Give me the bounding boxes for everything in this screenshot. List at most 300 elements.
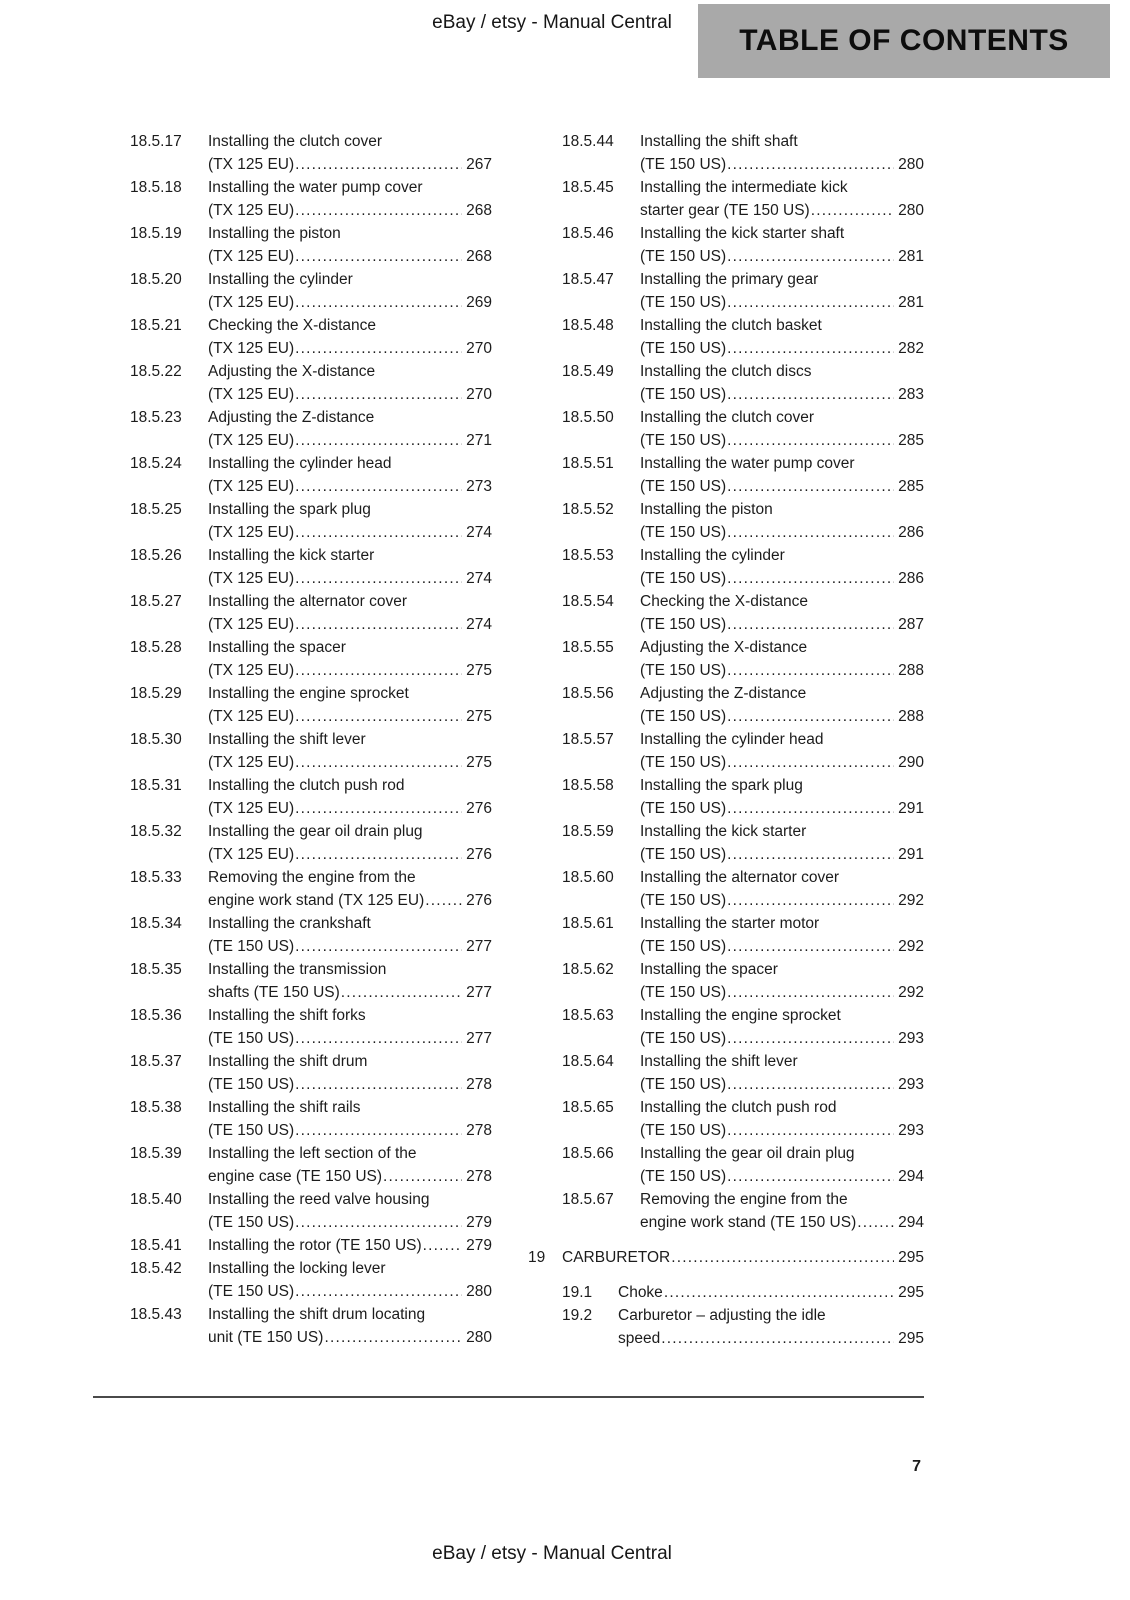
toc-entry [130, 1004, 492, 1050]
toc-entry-line [562, 498, 924, 521]
toc-entry-line [130, 406, 492, 429]
toc-entry [562, 176, 924, 222]
toc-entry-title-cont: (TX 125 EU) [208, 156, 295, 173]
toc-entry-title: Installing the alternator cover [208, 593, 408, 610]
toc-entry-continuation [130, 981, 492, 1004]
toc-entry-number: 19.2 [562, 1307, 593, 1324]
toc-entry [130, 1257, 492, 1303]
toc-entry [562, 1281, 924, 1304]
toc-entry-page: 270 [466, 340, 492, 357]
toc-entry-continuation [562, 889, 924, 912]
toc-entry [528, 1246, 924, 1269]
dot-leader [671, 1246, 894, 1269]
toc-entry [562, 498, 924, 544]
toc-entry-page: 291 [898, 846, 924, 863]
toc-entry-continuation [130, 383, 492, 406]
toc-entry-title-cont: (TE 150 US) [640, 1076, 727, 1093]
toc-entry-page: 279 [466, 1237, 492, 1254]
toc-columns [96, 130, 924, 1350]
toc-entry-title-cont: (TE 150 US) [640, 984, 727, 1001]
toc-entry-number: 18.5.62 [562, 961, 614, 978]
toc-entry-number: 18.5.25 [130, 501, 182, 518]
toc-entry-title-cont: (TE 150 US) [640, 248, 727, 265]
toc-entry [130, 774, 492, 820]
toc-entry-line [130, 222, 492, 245]
toc-entry [562, 728, 924, 774]
toc-entry-number: 18.5.37 [130, 1053, 182, 1070]
toc-entry-continuation [130, 1280, 492, 1303]
dot-leader [383, 1165, 462, 1188]
toc-entry-line [562, 1050, 924, 1073]
toc-entry-line [562, 268, 924, 291]
toc-entry-title: Installing the piston [208, 225, 341, 242]
toc-entry-number: 18.5.44 [562, 133, 614, 150]
toc-entry-title: Installing the shift forks [208, 1007, 366, 1024]
toc-entry-title-cont: (TE 150 US) [640, 846, 727, 863]
toc-entry-continuation [130, 337, 492, 360]
toc-entry-page: 278 [466, 1076, 492, 1093]
dot-leader [423, 1234, 462, 1257]
toc-entry [562, 1096, 924, 1142]
dot-leader [727, 705, 894, 728]
dot-leader [295, 429, 462, 452]
toc-entry-title: Installing the kick starter [640, 823, 807, 840]
page-title: TABLE OF CONTENTS [739, 24, 1069, 57]
toc-entry-page: 268 [466, 248, 492, 265]
toc-entry-title: Installing the cylinder head [640, 731, 824, 748]
toc-entry-title: Choke [618, 1284, 663, 1301]
toc-entry-title-cont: engine case (TE 150 US) [208, 1168, 383, 1185]
toc-entry-page: 274 [466, 524, 492, 541]
toc-entry-title: Installing the clutch push rod [640, 1099, 837, 1116]
toc-entry-number: 18.5.64 [562, 1053, 614, 1070]
toc-entry-title-cont: (TX 125 EU) [208, 708, 295, 725]
toc-entry-line [130, 728, 492, 751]
toc-entry-continuation [130, 199, 492, 222]
toc-entry-number: 18.5.28 [130, 639, 182, 656]
toc-entry [130, 452, 492, 498]
dot-leader [727, 383, 894, 406]
toc-entry-title: Installing the locking lever [208, 1260, 386, 1277]
toc-entry-title: Installing the engine sprocket [640, 1007, 841, 1024]
toc-entry-continuation [130, 521, 492, 544]
toc-entry-title: Installing the cylinder [640, 547, 785, 564]
toc-entry-title: Installing the alternator cover [640, 869, 840, 886]
toc-entry-page: 295 [898, 1330, 924, 1347]
toc-entry-title-cont: (TE 150 US) [640, 340, 727, 357]
toc-entry-number: 18.5.36 [130, 1007, 182, 1024]
dot-leader [664, 1281, 894, 1304]
toc-entry [130, 544, 492, 590]
toc-entry-number: 19.1 [562, 1284, 593, 1301]
dot-leader [727, 797, 894, 820]
toc-entry-title: Installing the shift lever [208, 731, 366, 748]
dot-leader [295, 337, 462, 360]
toc-entry-line [562, 682, 924, 705]
toc-entry [130, 1303, 492, 1349]
toc-entry-title-cont: unit (TE 150 US) [208, 1329, 324, 1346]
toc-entry-title: Installing the intermediate kick [640, 179, 848, 196]
toc-entry-continuation [130, 889, 492, 912]
toc-entry-title-cont: (TE 150 US) [640, 478, 727, 495]
dot-leader [727, 153, 894, 176]
dot-leader [727, 981, 894, 1004]
toc-entry [130, 176, 492, 222]
dot-leader [727, 613, 894, 636]
dot-leader [295, 935, 462, 958]
dot-leader [295, 567, 462, 590]
toc-entry-line [562, 130, 924, 153]
toc-entry-number: 18.5.63 [562, 1007, 614, 1024]
dot-leader [295, 1073, 462, 1096]
toc-entry-title-cont: (TX 125 EU) [208, 202, 295, 219]
toc-entry-title-cont: (TE 150 US) [640, 708, 727, 725]
toc-entry-page: 280 [898, 156, 924, 173]
toc-entry-continuation [130, 245, 492, 268]
toc-entry-number: 18.5.45 [562, 179, 614, 196]
toc-entry-continuation [562, 291, 924, 314]
toc-entry-line [130, 176, 492, 199]
toc-entry-page: 278 [466, 1168, 492, 1185]
toc-entry-number: 18.5.35 [130, 961, 182, 978]
toc-entry-continuation [562, 199, 924, 222]
toc-entry-title-cont: (TX 125 EU) [208, 616, 295, 633]
toc-entry-title: Carburetor – adjusting the idle [618, 1307, 826, 1324]
toc-entry-number: 18.5.67 [562, 1191, 614, 1208]
toc-entry-page: 273 [466, 478, 492, 495]
toc-entry-number: 18.5.60 [562, 869, 614, 886]
toc-entry-page: 292 [898, 938, 924, 955]
toc-entry-continuation [562, 337, 924, 360]
toc-entry-title: CARBURETOR [562, 1249, 671, 1266]
toc-entry-line [130, 314, 492, 337]
toc-entry-continuation [130, 429, 492, 452]
toc-entry-continuation [130, 475, 492, 498]
toc-entry-page: 280 [466, 1283, 492, 1300]
toc-entry [130, 1050, 492, 1096]
toc-entry-title-cont: (TX 125 EU) [208, 386, 295, 403]
toc-entry [130, 1188, 492, 1234]
toc-entry-continuation [562, 797, 924, 820]
toc-entry-title: Installing the spacer [640, 961, 778, 978]
toc-entry-page: 277 [466, 984, 492, 1001]
toc-entry [562, 866, 924, 912]
toc-entry-page: 292 [898, 984, 924, 1001]
toc-entry-title: Checking the X-distance [640, 593, 809, 610]
toc-entry-number: 18.5.49 [562, 363, 614, 380]
toc-entry [130, 682, 492, 728]
toc-entry [562, 314, 924, 360]
toc-entry-page: 275 [466, 662, 492, 679]
toc-entry-line [130, 682, 492, 705]
toc-entry-title-cont: (TE 150 US) [640, 570, 727, 587]
toc-entry-page: 287 [898, 616, 924, 633]
toc-entry-title-cont: (TX 125 EU) [208, 846, 295, 863]
toc-entry [562, 1050, 924, 1096]
toc-entry [562, 130, 924, 176]
toc-entry-title-cont: (TX 125 EU) [208, 800, 295, 817]
toc-entry-title-cont: (TX 125 EU) [208, 432, 295, 449]
toc-entry-title: Installing the water pump cover [208, 179, 423, 196]
dot-leader [295, 613, 462, 636]
dot-leader [727, 567, 894, 590]
toc-entry-page: 274 [466, 570, 492, 587]
toc-entry-number: 18.5.30 [130, 731, 182, 748]
toc-entry [130, 268, 492, 314]
toc-entry-number: 18.5.29 [130, 685, 182, 702]
toc-entry-number: 18.5.39 [130, 1145, 182, 1162]
toc-entry-title: Adjusting the Z-distance [208, 409, 375, 426]
toc-entry [562, 682, 924, 728]
toc-entry-page: 271 [466, 432, 492, 449]
toc-entry [562, 452, 924, 498]
toc-entry-number: 18.5.46 [562, 225, 614, 242]
toc-entry-line [130, 636, 492, 659]
toc-entry [130, 1096, 492, 1142]
toc-entry-page: 285 [898, 478, 924, 495]
toc-entry [562, 636, 924, 682]
toc-entry-number: 18.5.17 [130, 133, 182, 150]
dot-leader [295, 705, 462, 728]
toc-entry-number: 18.5.21 [130, 317, 182, 334]
dot-leader [295, 475, 462, 498]
toc-entry-page: 276 [466, 846, 492, 863]
toc-entry-page: 281 [898, 248, 924, 265]
toc-entry [130, 590, 492, 636]
toc-entry-title: Installing the gear oil drain plug [208, 823, 423, 840]
toc-entry-number: 18.5.50 [562, 409, 614, 426]
toc-entry [130, 958, 492, 1004]
dot-leader [295, 199, 462, 222]
dot-leader [295, 1027, 462, 1050]
toc-entry-number: 18.5.48 [562, 317, 614, 334]
dot-leader [341, 981, 462, 1004]
toc-entry-line [130, 130, 492, 153]
dot-leader [727, 935, 894, 958]
toc-entry-number: 18.5.57 [562, 731, 614, 748]
toc-entry-page: 276 [466, 800, 492, 817]
toc-entry-continuation [130, 935, 492, 958]
toc-entry [130, 1142, 492, 1188]
toc-entry-continuation [562, 1119, 924, 1142]
toc-entry-number: 18.5.51 [562, 455, 614, 472]
toc-entry-continuation [130, 751, 492, 774]
toc-entry-title-cont: (TX 125 EU) [208, 662, 295, 679]
toc-entry-title: Installing the rotor (TE 150 US) [208, 1237, 422, 1254]
toc-entry-title: Installing the water pump cover [640, 455, 855, 472]
toc-entry-continuation [130, 1165, 492, 1188]
toc-entry-page: 282 [898, 340, 924, 357]
toc-entry-line [562, 222, 924, 245]
toc-entry-title: Adjusting the X-distance [208, 363, 376, 380]
toc-entry-title: Installing the clutch discs [640, 363, 812, 380]
toc-entry-title: Installing the cylinder [208, 271, 353, 288]
footer-brand: eBay / etsy - Manual Central [432, 1543, 672, 1564]
toc-entry-title-cont: (TE 150 US) [640, 662, 727, 679]
toc-entry-continuation [130, 1073, 492, 1096]
dot-leader [295, 1280, 462, 1303]
toc-entry-number: 18.5.40 [130, 1191, 182, 1208]
toc-entry-title: Removing the engine from the [208, 869, 416, 886]
toc-entry-page: 293 [898, 1122, 924, 1139]
toc-entry [562, 1188, 924, 1234]
toc-entry [130, 498, 492, 544]
toc-entry-title: Installing the spark plug [640, 777, 803, 794]
toc-entry-page: 291 [898, 800, 924, 817]
toc-entry-title-cont: (TE 150 US) [208, 1214, 295, 1231]
toc-entry-continuation [562, 245, 924, 268]
toc-entry-number: 18.5.26 [130, 547, 182, 564]
dot-leader [727, 521, 894, 544]
toc-entry-number: 18.5.27 [130, 593, 182, 610]
dot-leader [727, 1165, 894, 1188]
toc-entry-page: 277 [466, 1030, 492, 1047]
toc-title-box [698, 4, 1110, 78]
toc-entry-line [130, 774, 492, 797]
toc-entry-number: 18.5.22 [130, 363, 182, 380]
toc-entry-title: Installing the cylinder head [208, 455, 392, 472]
toc-entry-continuation [130, 1027, 492, 1050]
toc-entry-title: Installing the primary gear [640, 271, 819, 288]
toc-entry [130, 314, 492, 360]
dot-leader [727, 751, 894, 774]
toc-entry-page: 294 [898, 1168, 924, 1185]
toc-entry [562, 1004, 924, 1050]
toc-entry-title-cont: (TE 150 US) [640, 1030, 727, 1047]
dot-leader [811, 199, 894, 222]
toc-entry [562, 958, 924, 1004]
toc-entry-line [130, 544, 492, 567]
toc-entry-title-cont: (TX 125 EU) [208, 294, 295, 311]
toc-entry-title: Installing the kick starter [208, 547, 375, 564]
toc-entry-page: 278 [466, 1122, 492, 1139]
toc-entry-number: 18.5.56 [562, 685, 614, 702]
toc-entry-continuation [562, 1027, 924, 1050]
toc-entry [562, 1142, 924, 1188]
toc-entry [130, 360, 492, 406]
dot-leader [295, 843, 462, 866]
toc-entry-page: 295 [898, 1249, 924, 1266]
toc-entry-line [130, 1303, 492, 1326]
toc-entry-title: Installing the crankshaft [208, 915, 371, 932]
dot-leader [295, 659, 462, 682]
toc-entry-title-cont: (TE 150 US) [640, 892, 727, 909]
toc-entry-number: 18.5.53 [562, 547, 614, 564]
toc-entry-number: 18.5.33 [130, 869, 182, 886]
toc-entry-title: Installing the clutch basket [640, 317, 822, 334]
toc-entry-title: Installing the reed valve housing [208, 1191, 430, 1208]
toc-entry-number: 18.5.42 [130, 1260, 182, 1277]
toc-entry-continuation [562, 429, 924, 452]
toc-entry-line [562, 544, 924, 567]
dot-leader [295, 291, 462, 314]
dot-leader [727, 429, 894, 452]
toc-entry-line [130, 1004, 492, 1027]
toc-entry-line [562, 1188, 924, 1211]
toc-entry-line [562, 958, 924, 981]
toc-entry-title: Installing the shift drum [208, 1053, 368, 1070]
toc-entry-title-cont: (TX 125 EU) [208, 570, 295, 587]
toc-entry-continuation [562, 521, 924, 544]
toc-entry-number: 18.5.58 [562, 777, 614, 794]
toc-entry-title-cont: engine work stand (TX 125 EU) [208, 892, 425, 909]
toc-entry-page: 281 [898, 294, 924, 311]
toc-entry-title-cont: (TE 150 US) [640, 156, 727, 173]
toc-entry [562, 544, 924, 590]
toc-entry-line [562, 728, 924, 751]
toc-entry-page: 280 [898, 202, 924, 219]
dot-leader [324, 1326, 462, 1349]
toc-entry-continuation [130, 1119, 492, 1142]
toc-entry-title: Adjusting the Z-distance [640, 685, 807, 702]
toc-entry-line [130, 360, 492, 383]
toc-entry-continuation [130, 1326, 492, 1349]
toc-entry-continuation [130, 291, 492, 314]
toc-entry-page: 283 [898, 386, 924, 403]
dot-leader [295, 383, 462, 406]
toc-entry-number: 18.5.59 [562, 823, 614, 840]
toc-entry-title: Installing the engine sprocket [208, 685, 409, 702]
toc-entry-line [562, 1304, 924, 1327]
toc-entry-title-cont: (TE 150 US) [208, 938, 295, 955]
toc-entry-number: 18.5.54 [562, 593, 614, 610]
toc-entry [130, 636, 492, 682]
dot-leader [857, 1211, 894, 1234]
toc-entry-line [562, 360, 924, 383]
toc-entry-page: 286 [898, 524, 924, 541]
toc-entry-page: 275 [466, 754, 492, 771]
toc-entry-continuation [562, 935, 924, 958]
header-brand: eBay / etsy - Manual Central [432, 12, 672, 33]
toc-entry-line [562, 314, 924, 337]
toc-entry-line [562, 912, 924, 935]
toc-entry [130, 1234, 492, 1257]
dot-leader [295, 797, 462, 820]
toc-entry-title-cont: (TE 150 US) [640, 938, 727, 955]
toc-entry-title: Installing the gear oil drain plug [640, 1145, 855, 1162]
toc-entry-title-cont: (TE 150 US) [640, 754, 727, 771]
toc-entry-number: 18.5.66 [562, 1145, 614, 1162]
toc-entry-title: Installing the spark plug [208, 501, 371, 518]
toc-entry-title: Installing the clutch cover [640, 409, 815, 426]
toc-entry-title: Checking the X-distance [208, 317, 377, 334]
toc-entry-continuation [562, 751, 924, 774]
toc-entry-line [562, 1281, 924, 1304]
toc-entry [562, 360, 924, 406]
dot-leader [295, 1211, 462, 1234]
toc-entry-title: Installing the starter motor [640, 915, 820, 932]
toc-entry-line [528, 1246, 924, 1269]
toc-entry-line [562, 1004, 924, 1027]
toc-entry-continuation [130, 797, 492, 820]
toc-entry-continuation [130, 153, 492, 176]
toc-entry-title-cont: (TX 125 EU) [208, 754, 295, 771]
toc-entry-title-cont: (TX 125 EU) [208, 478, 295, 495]
toc-entry-line [562, 406, 924, 429]
toc-entry-continuation [562, 1073, 924, 1096]
toc-entry-continuation [562, 705, 924, 728]
toc-entry-number: 18.5.55 [562, 639, 614, 656]
toc-entry-title: Installing the shift drum locating [208, 1306, 426, 1323]
toc-entry-continuation [130, 613, 492, 636]
toc-entry-title-cont: (TE 150 US) [640, 294, 727, 311]
toc-entry-title: Installing the left section of the [208, 1145, 417, 1162]
toc-entry-line [562, 774, 924, 797]
dot-leader [727, 1119, 894, 1142]
toc-entry-page: 295 [898, 1284, 924, 1301]
toc-entry-number: 18.5.52 [562, 501, 614, 518]
toc-column-right [528, 130, 924, 1350]
